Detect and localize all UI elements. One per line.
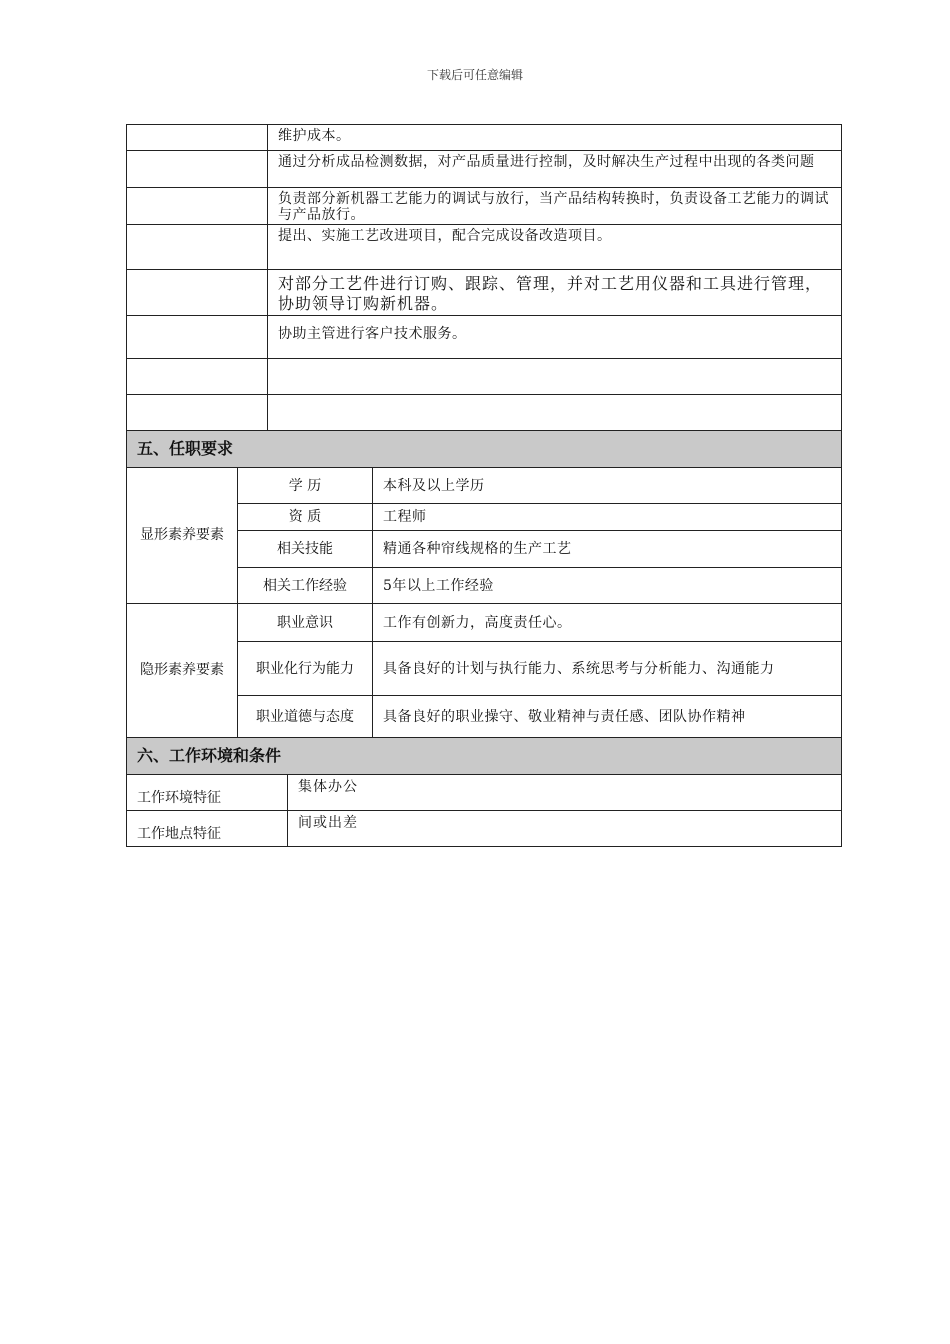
requirement-item: 相关工作经验 bbox=[238, 568, 373, 604]
requirement-item: 资 质 bbox=[238, 504, 373, 531]
requirement-item: 职业道德与态度 bbox=[238, 696, 373, 738]
table-row bbox=[127, 604, 842, 642]
duty-label bbox=[127, 316, 268, 359]
table-row bbox=[127, 225, 842, 270]
duty-label bbox=[127, 125, 268, 151]
group-label-explicit: 显形素养要素 bbox=[127, 468, 238, 604]
table-row bbox=[127, 775, 842, 811]
table-row bbox=[127, 359, 842, 395]
requirement-value: 5年以上工作经验 bbox=[373, 568, 842, 604]
requirements-table bbox=[126, 467, 842, 738]
environment-label: 工作环境特征 bbox=[127, 775, 288, 811]
requirement-value: 本科及以上学历 bbox=[373, 468, 842, 504]
duty-text: 提出、实施工艺改进项目，配合完成设备改造项目。 bbox=[268, 225, 842, 270]
table-row bbox=[127, 188, 842, 225]
requirement-item: 职业意识 bbox=[238, 604, 373, 642]
requirement-item: 相关技能 bbox=[238, 531, 373, 568]
duty-label bbox=[127, 359, 268, 395]
requirement-item: 学 历 bbox=[238, 468, 373, 504]
requirement-item: 职业化行为能力 bbox=[238, 642, 373, 696]
duty-label bbox=[127, 225, 268, 270]
group-label-implicit: 隐形素养要素 bbox=[127, 604, 238, 738]
table-row bbox=[127, 395, 842, 431]
duty-label bbox=[127, 270, 268, 316]
duty-label bbox=[127, 395, 268, 431]
table-row bbox=[127, 151, 842, 188]
environment-label: 工作地点特征 bbox=[127, 811, 288, 847]
requirement-value: 工程师 bbox=[373, 504, 842, 531]
duty-label bbox=[127, 151, 268, 188]
requirement-value: 工作有创新力，高度责任心。 bbox=[373, 604, 842, 642]
table-row bbox=[127, 270, 842, 316]
duty-text: 协助主管进行客户技术服务。 bbox=[268, 316, 842, 359]
duty-text: 维护成本。 bbox=[268, 125, 842, 151]
duty-text: 通过分析成品检测数据，对产品质量进行控制，及时解决生产过程中出现的各类问题 bbox=[268, 151, 842, 188]
requirement-value: 具备良好的职业操守、敬业精神与责任感、团队协作精神 bbox=[373, 696, 842, 738]
requirement-value: 精通各种帘线规格的生产工艺 bbox=[373, 531, 842, 568]
table-row bbox=[127, 316, 842, 359]
environment-table bbox=[126, 774, 842, 847]
duty-text bbox=[268, 395, 842, 431]
environment-value: 间或出差 bbox=[288, 811, 842, 847]
duty-text: 负责部分新机器工艺能力的调试与放行，当产品结构转换时，负责设备工艺能力的调试与产品放行。 bbox=[268, 188, 842, 225]
section-title-requirements: 五、任职要求 bbox=[126, 430, 842, 468]
duty-text: 对部分工艺件进行订购、跟踪、管理，并对工艺用仪器和工具进行管理，协助领导订购新机器。 bbox=[268, 270, 842, 316]
section-title-environment: 六、工作环境和条件 bbox=[126, 737, 842, 775]
duty-text bbox=[268, 359, 842, 395]
requirement-value: 具备良好的计划与执行能力、系统思考与分析能力、沟通能力 bbox=[373, 642, 842, 696]
duties-table bbox=[126, 124, 842, 431]
table-row bbox=[127, 468, 842, 504]
duty-label bbox=[127, 188, 268, 225]
table-row bbox=[127, 125, 842, 151]
header-note: 下载后可任意编辑 bbox=[426, 68, 523, 82]
table-row bbox=[127, 811, 842, 847]
environment-value: 集体办公 bbox=[288, 775, 842, 811]
